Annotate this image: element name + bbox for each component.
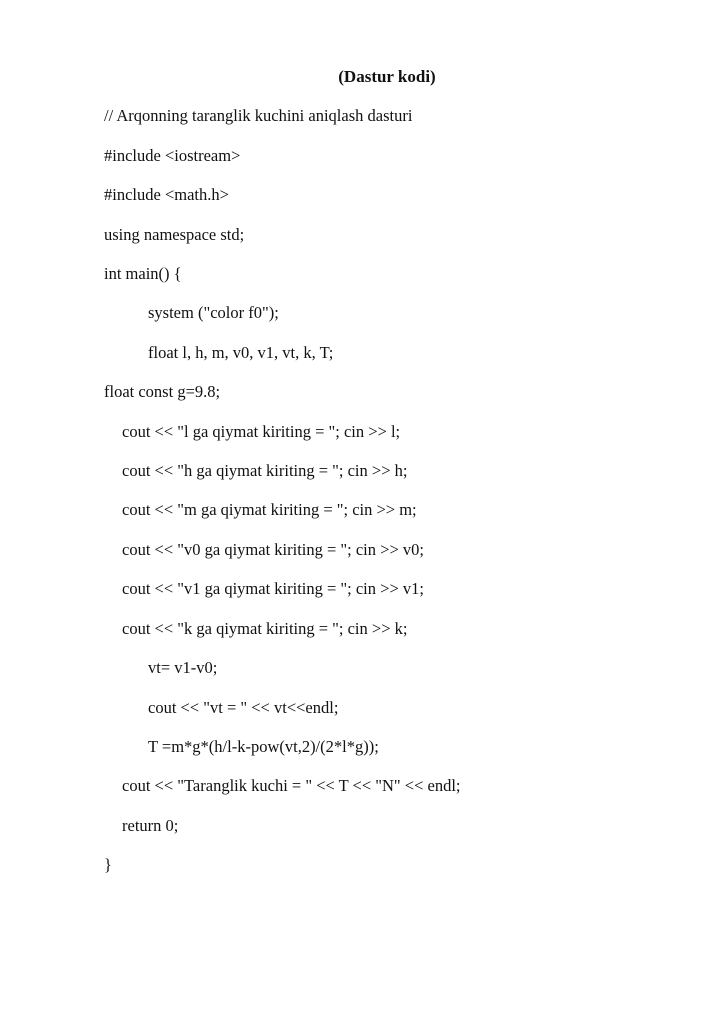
page-title: (Dastur kodi) — [338, 67, 436, 86]
code-line: using namespace std; — [104, 224, 245, 244]
code-line: vt= v1-v0; — [148, 658, 218, 678]
code-line: cout << "vt = " << vt<<endl; — [148, 697, 339, 717]
code-line: #include <math.h> — [104, 185, 229, 205]
code-line: system ("color f0"); — [148, 303, 279, 323]
code-line: T =m*g*(h/l-k-pow(vt,2)/(2*l*g)); — [148, 736, 379, 756]
code-line: cout << "l ga qiymat kiriting = "; cin >> l; — [122, 421, 401, 441]
code-line: float const g=9.8; — [104, 382, 221, 402]
code-line: cout << "v1 ga qiymat kiriting = "; cin >> v1; — [122, 579, 424, 599]
code-line: } — [104, 855, 112, 875]
code-line: cout << "v0 ga qiymat kiriting = "; cin >> v0; — [122, 539, 424, 559]
code-line: // Arqonning taranglik kuchini aniqlash dasturi — [104, 106, 413, 126]
code-line: int main() { — [104, 264, 182, 284]
code-line: #include <iostream> — [104, 145, 241, 165]
code-line: cout << "k ga qiymat kiriting = "; cin >> k; — [122, 618, 408, 638]
code-line: cout << "h ga qiymat kiriting = "; cin >> h; — [122, 461, 408, 481]
code-block — [104, 96, 670, 884]
code-line: float l, h, m, v0, v1, vt, k, T; — [148, 342, 334, 362]
code-line: cout << "Taranglik kuchi = " << T << "N" << endl; — [122, 776, 461, 796]
code-line: cout << "m ga qiymat kiriting = "; cin >> m; — [122, 500, 417, 520]
code-line: return 0; — [122, 815, 179, 835]
